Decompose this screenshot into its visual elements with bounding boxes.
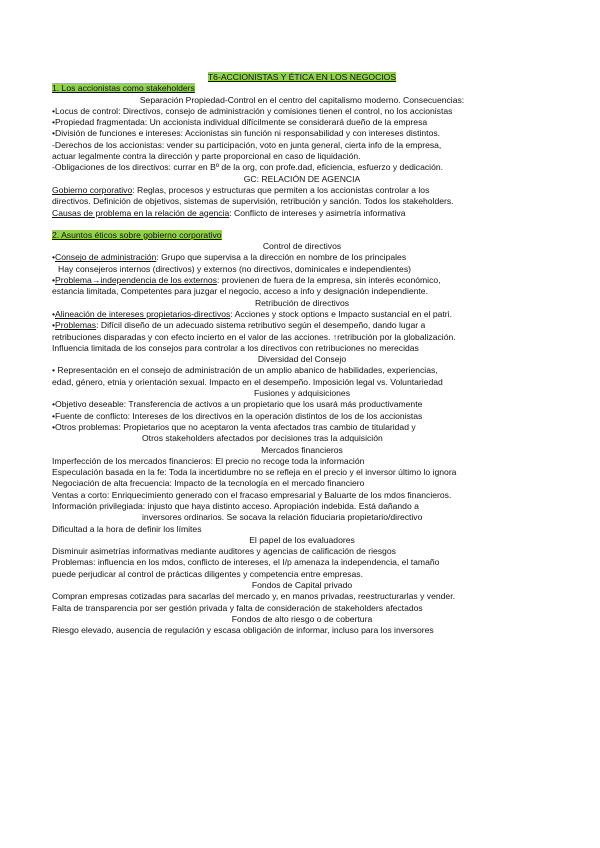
fusiones-otros-2: Otros stakeholders afectados por decisiones tras la adquisición [142, 433, 383, 444]
section-gap [52, 219, 552, 230]
fusiones-objetivo: •Objetivo deseable: Transferencia de activos a un propietario que los usará más productivamente [52, 399, 423, 410]
problemas-line-2: retribuciones disparadas y con efecto incierto en el valor de las acciones. ↑retribución por la globalización. [52, 331, 456, 342]
bullet: • [52, 275, 56, 286]
s1-gc-title: GC: RELACIÓN DE AGENCIA [243, 173, 361, 184]
problemas-line-3: Influencia limitada de los consejos para controlar a los directivos con retribuciones no merecidas [52, 342, 419, 353]
doc-title-line [52, 72, 552, 83]
evaluadores-title: El papel de los evaluadores [249, 534, 355, 545]
fondos-title: Fondos de Capital privado [251, 580, 353, 591]
bullet: • [52, 320, 56, 331]
mercados-title: Mercados financieros [261, 444, 343, 455]
mercados-negociacion: Negociación de alta frecuencia: Impacto de la tecnología en el mercado financiero [52, 478, 365, 489]
causas-def: : Conflicto de intereses y asimetría informativa [229, 207, 406, 218]
problemas-term: Problemas [55, 320, 97, 331]
doc-title: T6-ACCIONISTAS Y ÉTICA EN LOS NEGOCIOS [207, 72, 397, 82]
mercados-especulacion: Especulación basada en la fe: Toda la incertidumbre no se refleja en el precio y el inversor último lo ignora [52, 467, 457, 478]
gobierno-term: Gobierno corporativo [52, 184, 133, 195]
alto-riesgo-line: Riesgo elevado, ausencia de regulación y escasa obligación de informar, incluso para los inversores [52, 625, 434, 636]
mercados-ventas: Ventas a corto: Enriquecimiento generado con el fracaso empresarial y Baluarte de los mdos financieros. [52, 489, 452, 500]
control-directivos-title: Control de directivos [262, 241, 342, 252]
consejo-term: Consejo de administración [55, 252, 157, 263]
fusiones-otros-1: •Otros problemas: Propietarios que no aceptaron la venta afectados tras cambio de titularidad y [52, 421, 416, 432]
problemas-line-1 [52, 320, 552, 331]
alto-riesgo-title: Fondos de alto riesgo o de cobertura [231, 613, 373, 624]
gobierno-def: : Reglas, procesos y estructuras que permiten a los accionistas controlar a los [132, 184, 430, 195]
s1-gobierno-line-1 [52, 185, 552, 196]
fondos-line-2: Falta de transparencia por ser gestión privada y falta de consideración de stakeholders afectados [52, 602, 423, 613]
consejo-line-2: Hay consejeros internos (directivos) y externos (no directivos, dominicales e independientes) [58, 263, 411, 274]
bullet: • [52, 252, 56, 263]
s1-derechos-line-1: -Derechos de los accionistas: vender su participación, voto en junta general, cierta info de la empresa, [52, 139, 442, 150]
alineacion-term: Alineación de intereses propietarios-directivos [55, 308, 231, 319]
consejo-def: : Grupo que supervisa a la dirección en nombre de los principales [156, 252, 407, 263]
evaluadores-line-3: puede perjudicar al control de prácticas diligentes y competencia entre empresas. [52, 568, 363, 579]
mercados-imperfeccion: Imperfección de los mercados financieros: El precio no recoge toda la información [52, 455, 365, 466]
section-2-heading-line [52, 230, 552, 241]
s1-bullet-division: •División de funciones e intereses: Accionistas sin función ni responsabilidad y con intereses distintos. [52, 128, 441, 139]
diversidad-title: Diversidad del Consejo [257, 354, 347, 365]
fusiones-title: Fusiones y adquisiciones [253, 388, 351, 399]
section-2-heading: 2. Asuntos éticos sobre gobierno corporativo [52, 229, 222, 240]
problema-line-2: estancia limitada, Competentes para juzgar el negocio, acceso a info y designación independiente. [52, 286, 428, 297]
mercados-informacion-1: Información privilegiada: injusto que haya distinto acceso. Apropiación indebida. Está dañando a [52, 500, 419, 511]
consejo-line-1 [52, 252, 552, 263]
evaluadores-line-1: Disminuir asimetrías informativas mediante auditores y agencias de calificación de riesgos [52, 546, 396, 557]
bullet: • [52, 308, 56, 319]
problemas-def: : Difícil diseño de un adecuado sistema retributivo según el desempeño, dando lugar a [96, 320, 426, 331]
problema-line-1 [52, 275, 552, 286]
s1-intro: Separación Propiedad-Control en el centro del capitalismo moderno. Consecuencias: [139, 94, 465, 105]
s1-gobierno-line-2: directivos. Definición de objetivos, sistemas de supervisión, retribución y sanción. Todos los stakeholders. [52, 196, 454, 207]
s1-bullet-locus: •Locus de control: Directivos, consejo de administración y comisiones tienen el control, no los accionistas [52, 105, 453, 116]
section-1-heading: 1. Los accionistas como stakeholders [52, 83, 195, 94]
problema-term: Problema→independencia de los externos [55, 275, 217, 286]
retribucion-title: Retribución de directivos [254, 297, 350, 308]
alineacion-line [52, 309, 552, 320]
problema-def: : provienen de fuera de la empresa, sin interés económico, [216, 275, 441, 286]
diversidad-line-1: • Representación en el consejo de administración de un amplio abanico de habilidades, experiencias, [52, 365, 438, 376]
s1-bullet-propiedad: •Propiedad fragmentada: Un accionista individual difícilmente se considerará dueño de la empresa [52, 117, 428, 128]
alineacion-def: : Acciones y stock options e Impacto sustancial en el patri. [230, 308, 452, 319]
s1-causas-line [52, 208, 552, 219]
section-1-heading-line [52, 83, 552, 94]
mercados-dificultad: Dificultad a la hora de definir los límites [52, 523, 202, 534]
diversidad-line-2: edad, género, etnia y orientación sexual. Impacto en el desempeño. Imposición legal vs. Voluntariedad [52, 376, 443, 387]
mercados-informacion-2: inversores ordinarios. Se socava la relación fiduciaria propietario/directivo [142, 512, 423, 523]
s1-derechos-line-2: actuar legalmente contra la dirección y parte proporcional en caso de liquidación. [52, 151, 361, 162]
fondos-line-1: Compran empresas cotizadas para sacarlas del mercado y, en manos privadas, reestructurarlas y vender. [52, 591, 455, 602]
evaluadores-line-2: Problemas: influencia en los mdos, conflicto de intereses, el I/p amenaza la independencia, el tamaño [52, 557, 440, 568]
s1-obligaciones: -Obligaciones de los directivos: currar en Bº de la org, con profe.dad, eficiencia, esfuerzo y dedicación. [52, 162, 444, 173]
fusiones-fuente: •Fuente de conflicto: Intereses de los directivos en la operación distintos de los de los accionistas [52, 410, 423, 421]
causas-term: Causas de problema en la relación de agencia [52, 207, 230, 218]
document-body [52, 72, 552, 637]
